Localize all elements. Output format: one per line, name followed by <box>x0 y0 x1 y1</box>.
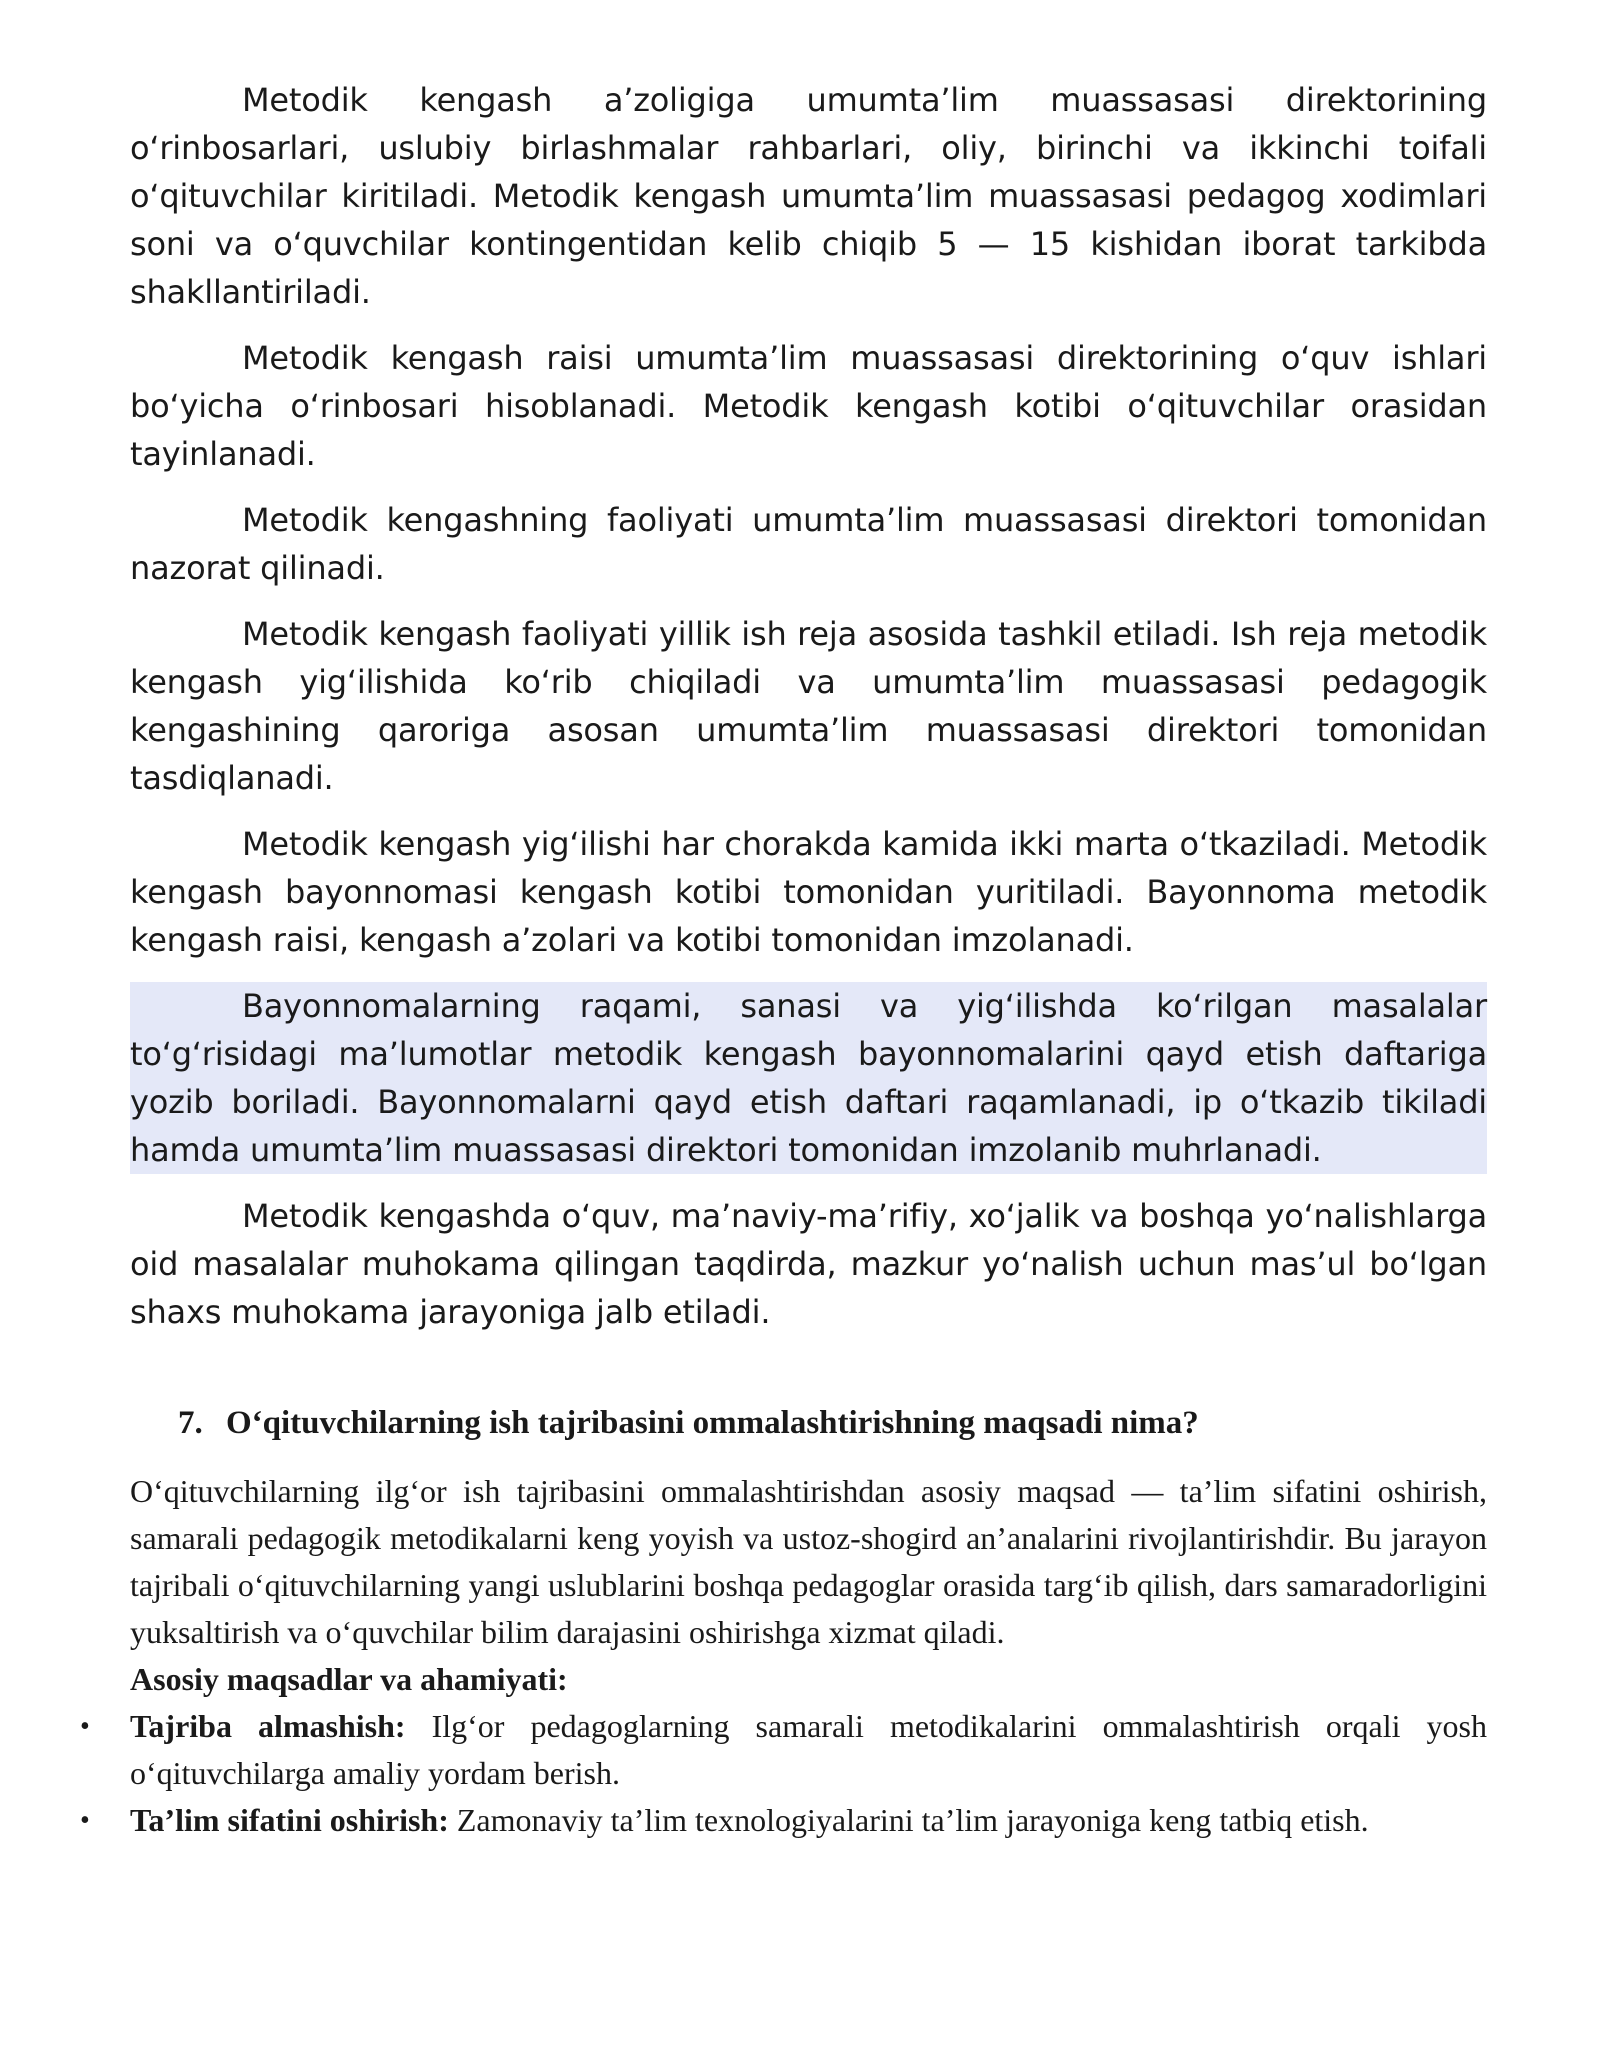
question-title: O‘qituvchilarning ish tajribasini ommalashtirishning maqsadi nima? <box>226 1405 1199 1441</box>
bullet-text: Ilg‘or pedagoglarning samarali metodikalarini ommalashtirish orqali yosh o‘qituvchilarga amaliy yordam berish. <box>130 1708 1488 1791</box>
bullet-term: Ta’lim sifatini oshirish: <box>130 1802 449 1838</box>
question-number: 7. <box>178 1405 203 1441</box>
list-item <box>80 1797 1487 1844</box>
bullet-icon: • <box>80 1711 90 1742</box>
bullet-text: Zamonaviy ta’lim texnologiyalarini ta’lim jarayoniga keng tatbiq etish. <box>448 1802 1369 1838</box>
list-item <box>80 1703 1488 1797</box>
paragraph-council-chair: Metodik kengash raisi umumta’lim muassasasi direktorining o‘quv ishlari bo‘yicha o‘rinbosari hisoblanadi. Metodik kengash kotibi o‘qituvchilar orasidan tayinlanadi. <box>130 339 1487 473</box>
paragraph-council-membership: Metodik kengash a’zoligiga umumta’lim muassasasi direktorining o‘rinbosarlari, uslubiy birlashmalar rahbarlari, oliy, birinchi va ikkinchi toifali o‘qituvchilar kiritiladi. Metodik kengash umumta’lim muassasasi pedagog xodimlari soni va o‘quvchilar kontingentidan kelib chiqib 5 — 15 kishidan iborat tarkibda shakllantiriladi. <box>130 81 1487 311</box>
paragraph-annual-plan: Metodik kengash faoliyati yillik ish reja asosida tashkil etiladi. Ish reja metodik kengash yig‘ilishida ko‘rib chiqiladi va umumta’lim muassasasi pedagogik kengashining qaroriga asosan umumta’lim muassasasi direktori tomonidan tasdiqlanadi. <box>130 615 1487 797</box>
goals-heading: Asosiy maqsadlar va ahamiyati: <box>130 1661 568 1697</box>
paragraph-responsible-person: Metodik kengashda o‘quv, ma’naviy-ma’rifiy, xo‘jalik va boshqa yo‘nalishlarga oid masalalar muhokama qilingan taqdirda, mazkur yo‘nalish uchun mas’ul bo‘lgan shaxs muhokama jarayoniga jalb etiladi. <box>130 1197 1487 1331</box>
paragraph-meeting-frequency: Metodik kengash yig‘ilishi har chorakda kamida ikki marta o‘tkaziladi. Metodik kengash bayonnomasi kengash kotibi tomonidan yuritiladi. Bayonnoma metodik kengash raisi, kengash a’zolari va kotibi tomonidan imzolanadi. <box>130 825 1487 959</box>
goals-list <box>80 1703 1488 1844</box>
question-heading <box>178 1400 1487 1446</box>
document-page <box>80 76 1488 1844</box>
bullet-icon: • <box>80 1805 90 1836</box>
paragraph-council-oversight: Metodik kengashning faoliyati umumta’lim muassasasi direktori tomonidan nazorat qilinadi. <box>130 501 1487 587</box>
paragraph-minutes-register[interactable]: Bayonnomalarning raqami, sanasi va yig‘ilishda ko‘rilgan masalalar to‘g‘risidagi ma’lumotlar metodik kengash bayonnomalarini qayd etish daftariga yozib boriladi. Bayonnomalarni qayd etish daftari raqamlanadi, ip o‘tkazib tikiladi hamda umumta’lim muassasasi direktori tomonidan imzolanib muhrlanadi. <box>130 982 1487 1174</box>
answer-paragraph: O‘qituvchilarning ilg‘or ish tajribasini ommalashtirishdan asosiy maqsad — ta’lim sifatini oshirish, samarali pedagogik metodikalarni keng yoyish va ustoz-shogird an’analarini rivojlantirishdir. Bu jarayon tajribali o‘qituvchilarning yangi uslublarini boshqa pedagoglar orasida targ‘ib qilish, dars samaradorligini yuksaltirish va o‘quvchilar bilim darajasini oshirishga xizmat qiladi. <box>130 1473 1487 1650</box>
bullet-term: Tajriba almashish: <box>130 1708 406 1744</box>
